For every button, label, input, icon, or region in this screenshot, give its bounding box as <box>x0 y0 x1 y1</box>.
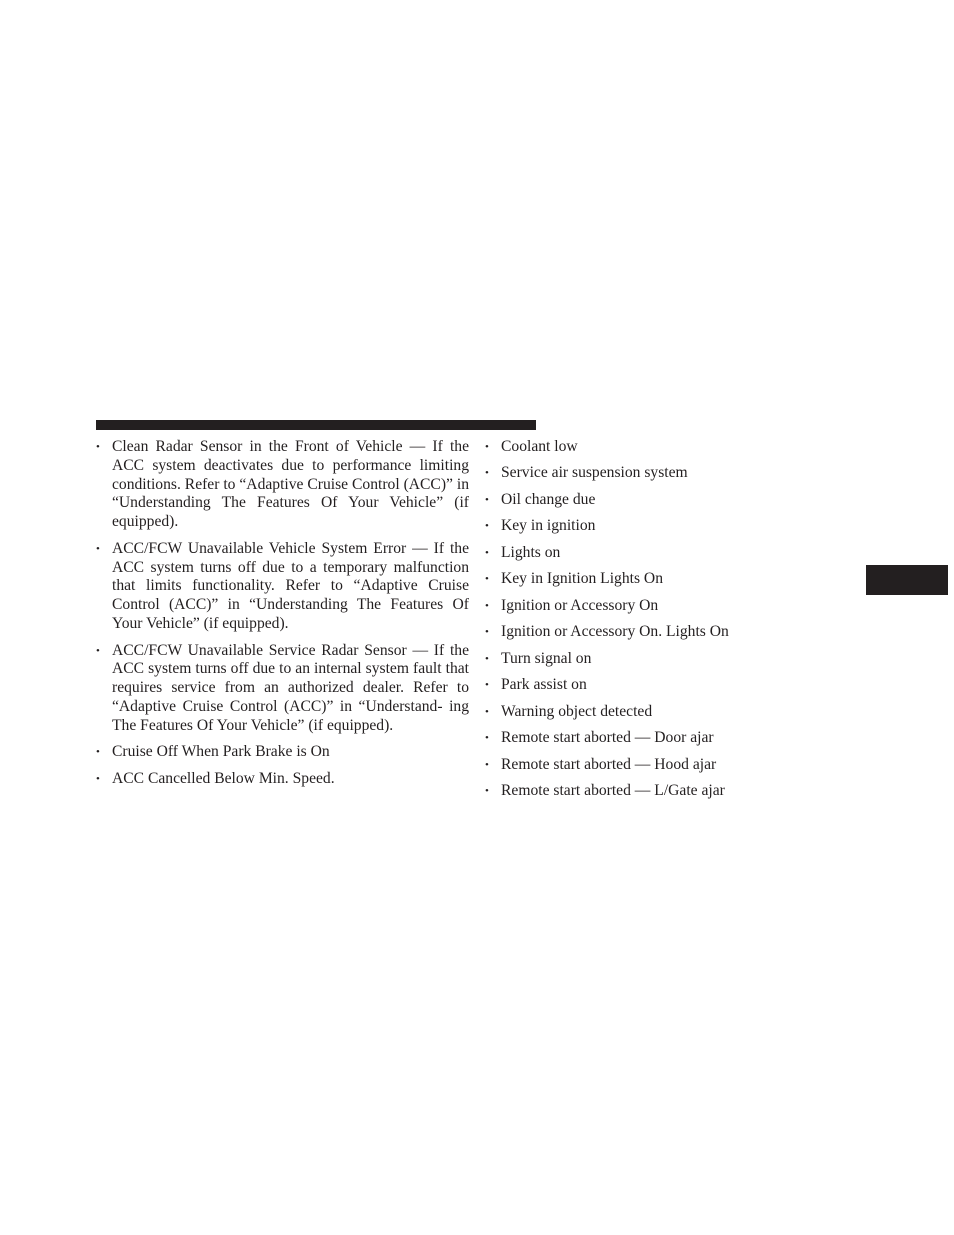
list-item <box>485 544 775 563</box>
bullet-icon: • <box>485 758 489 771</box>
list-item <box>96 540 469 634</box>
bullet-icon: • <box>485 520 489 533</box>
list-item <box>485 703 775 722</box>
bullet-icon: • <box>485 626 489 639</box>
bullet-icon: • <box>96 441 100 453</box>
bullet-icon: • <box>96 772 100 785</box>
list-item-text: ACC/FCW Unavailable Vehicle System Error — If the ACC system turns off due to a temporary malfunction that limits functionality. Refer to “Adaptive Cruise Control (ACC)” in “Understanding The Features Of Your Vehicle” (if equipped). <box>112 539 469 632</box>
list-item <box>96 642 469 736</box>
list-item-text: Warning object detected <box>501 702 653 720</box>
bullet-icon: • <box>485 785 489 798</box>
bullet-icon: • <box>485 441 489 453</box>
list-item-text: Clean Radar Sensor in the Front of Vehicle — If the ACC system deactivates due to performance limiting conditions. Refer to “Adaptive Cruise Control (ACC)” in “Understanding The Features Of Your Vehicle” (if equipped). <box>112 438 469 531</box>
section-header-rule <box>96 420 536 430</box>
bullet-icon: • <box>485 705 489 718</box>
list-item <box>485 650 775 669</box>
list-item-text: Remote start aborted — L/Gate ajar <box>501 782 725 800</box>
list-item-text: Key in ignition <box>501 517 596 535</box>
list-item-text: Service air suspension system <box>501 464 688 482</box>
list-item <box>96 438 469 532</box>
bullet-icon: • <box>485 599 489 612</box>
list-item-text: Lights on <box>501 543 561 561</box>
bullet-icon: • <box>485 493 489 506</box>
list-item <box>485 438 775 457</box>
list-item-text: ACC/FCW Unavailable Service Radar Sensor — If the ACC system turns off due to an internal system fault that requires service from an authorized dealer. Refer to “Adaptive Cruise Control (ACC)” in “Understand- ing The Features Of Your Vehicle” (if equipped). <box>112 641 469 734</box>
list-item <box>485 597 775 616</box>
list-item <box>485 517 775 536</box>
list-item-text: Oil change due <box>501 490 596 508</box>
list-item <box>485 756 775 775</box>
list-item <box>485 491 775 510</box>
list-item-text: Ignition or Accessory On. Lights On <box>501 623 729 641</box>
list-item <box>96 743 469 762</box>
bullet-icon: • <box>485 573 489 586</box>
list-item-text: Park assist on <box>501 676 587 694</box>
list-item-text: Remote start aborted — Door ajar <box>501 729 714 747</box>
left-bullet-list <box>96 438 469 797</box>
list-item-text: Turn signal on <box>501 649 592 667</box>
bullet-icon: • <box>485 652 489 665</box>
list-item-text: Ignition or Accessory On <box>501 596 659 614</box>
list-item-text: ACC Cancelled Below Min. Speed. <box>112 769 335 787</box>
bullet-icon: • <box>96 644 100 657</box>
list-item-text: Key in Ignition Lights On <box>501 570 663 588</box>
list-item <box>485 570 775 589</box>
chapter-side-tab <box>866 565 948 595</box>
list-item <box>485 729 775 748</box>
list-item <box>485 782 775 801</box>
list-item <box>96 770 469 789</box>
list-item <box>485 676 775 695</box>
list-item-text: Remote start aborted — Hood ajar <box>501 755 717 773</box>
bullet-icon: • <box>485 679 489 692</box>
bullet-icon: • <box>485 467 489 480</box>
list-item-text: Coolant low <box>501 438 578 455</box>
bullet-icon: • <box>96 542 100 555</box>
bullet-icon: • <box>96 746 100 759</box>
list-item-text: Cruise Off When Park Brake is On <box>112 743 330 761</box>
list-item <box>485 464 775 483</box>
bullet-icon: • <box>485 546 489 559</box>
right-bullet-list <box>485 438 775 809</box>
list-item <box>485 623 775 642</box>
bullet-icon: • <box>485 732 489 745</box>
